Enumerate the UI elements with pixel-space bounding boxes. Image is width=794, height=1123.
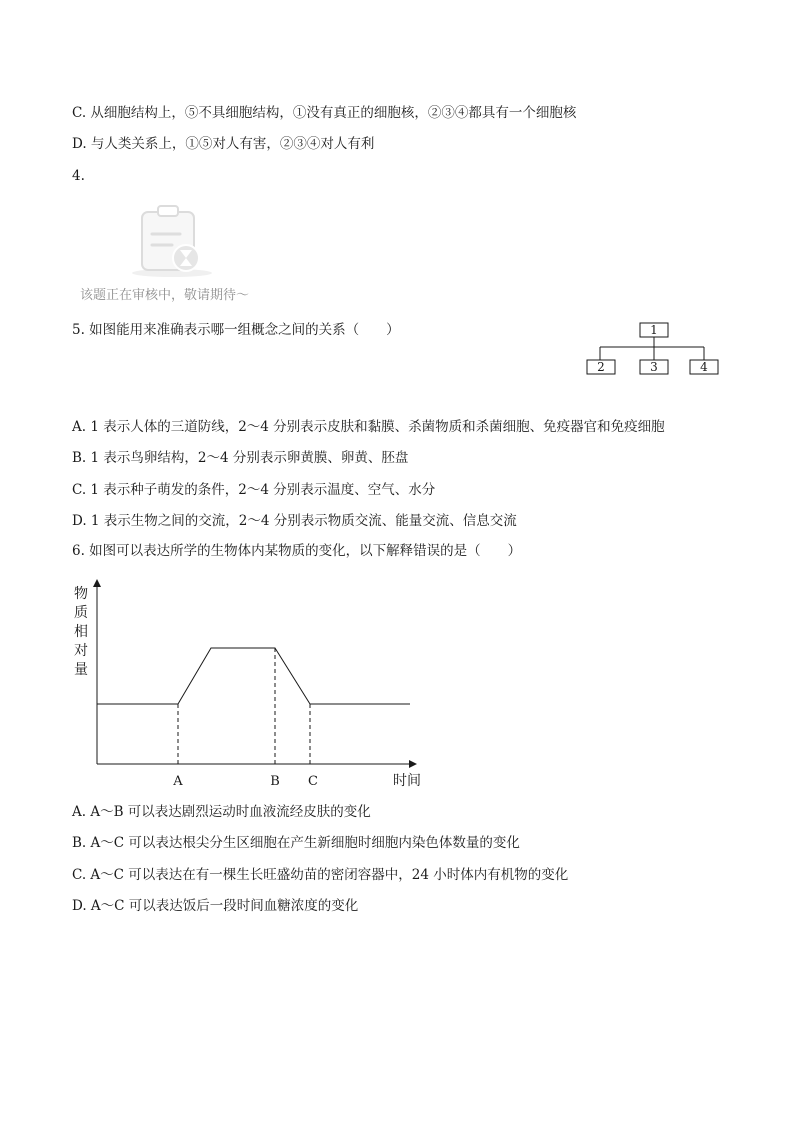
q3-option-d: D. 与人类关系上，①⑤对人有害，②③④对人有利 (72, 136, 375, 152)
q6-option-a: A. A～B 可以表达剧烈运动时血液流经皮肤的变化 (72, 804, 371, 820)
q6-option-b: B. A～C 可以表达根尖分生区细胞在产生新细胞时细胞内染色体数量的变化 (72, 835, 520, 851)
q3-option-c: C. 从细胞结构上，⑤不具细胞结构，①没有真正的细胞核，②③④都具有一个细胞核 (72, 105, 577, 121)
y-label-char: 量 (74, 662, 88, 678)
y-label-char: 物 (74, 586, 88, 602)
q5-stem: 5. 如图能用来准确表示哪一组概念之间的关系（ ） (72, 322, 400, 338)
y-label-char: 相 (74, 624, 88, 640)
q6-option-c: C. A～C 可以表达在有一棵生长旺盛幼苗的密闭容器中，24 小时体内有机物的变化 (72, 867, 569, 883)
x-axis-label: 时间 (393, 773, 421, 789)
q5-option-b: B. 1 表示鸟卵结构，2～4 分别表示卵黄膜、卵黄、胚盘 (72, 450, 409, 466)
diagram-label-3: 3 (650, 360, 658, 374)
q5-option-a: A. 1 表示人体的三道防线，2～4 分别表示皮肤和黏膜、杀菌物质和杀菌细胞、免疫器官和免疫细胞 (72, 419, 665, 435)
q6-stem: 6. 如图可以表达所学的生物体内某物质的变化，以下解释错误的是（ ） (72, 543, 522, 559)
q5-option-c: C. 1 表示种子萌发的条件，2～4 分别表示温度、空气、水分 (72, 482, 436, 498)
q5-hierarchy-diagram (584, 318, 724, 378)
y-axis-label (74, 585, 88, 678)
diagram-label-4: 4 (700, 360, 708, 374)
q6-line-chart (64, 578, 424, 798)
x-tick-a: A (173, 774, 183, 789)
series-line (97, 648, 410, 704)
x-tick-b: B (270, 774, 280, 789)
diagram-label-2: 2 (597, 360, 605, 374)
y-label-char: 质 (74, 605, 88, 621)
diagram-label-1: 1 (650, 323, 658, 337)
q4-number: 4. (72, 168, 85, 184)
x-tick-c: C (308, 774, 318, 789)
q6-option-d: D. A～C 可以表达饭后一段时间血糖浓度的变化 (72, 898, 359, 914)
q5-option-d: D. 1 表示生物之间的交流，2～4 分别表示物质交流、能量交流、信息交流 (72, 513, 517, 529)
y-label-char: 对 (74, 643, 88, 659)
q4-pending-text: 该题正在审核中，敬请期待～ (80, 288, 250, 303)
q4-pending-block (80, 200, 280, 304)
clipboard-hourglass-icon (80, 200, 280, 280)
